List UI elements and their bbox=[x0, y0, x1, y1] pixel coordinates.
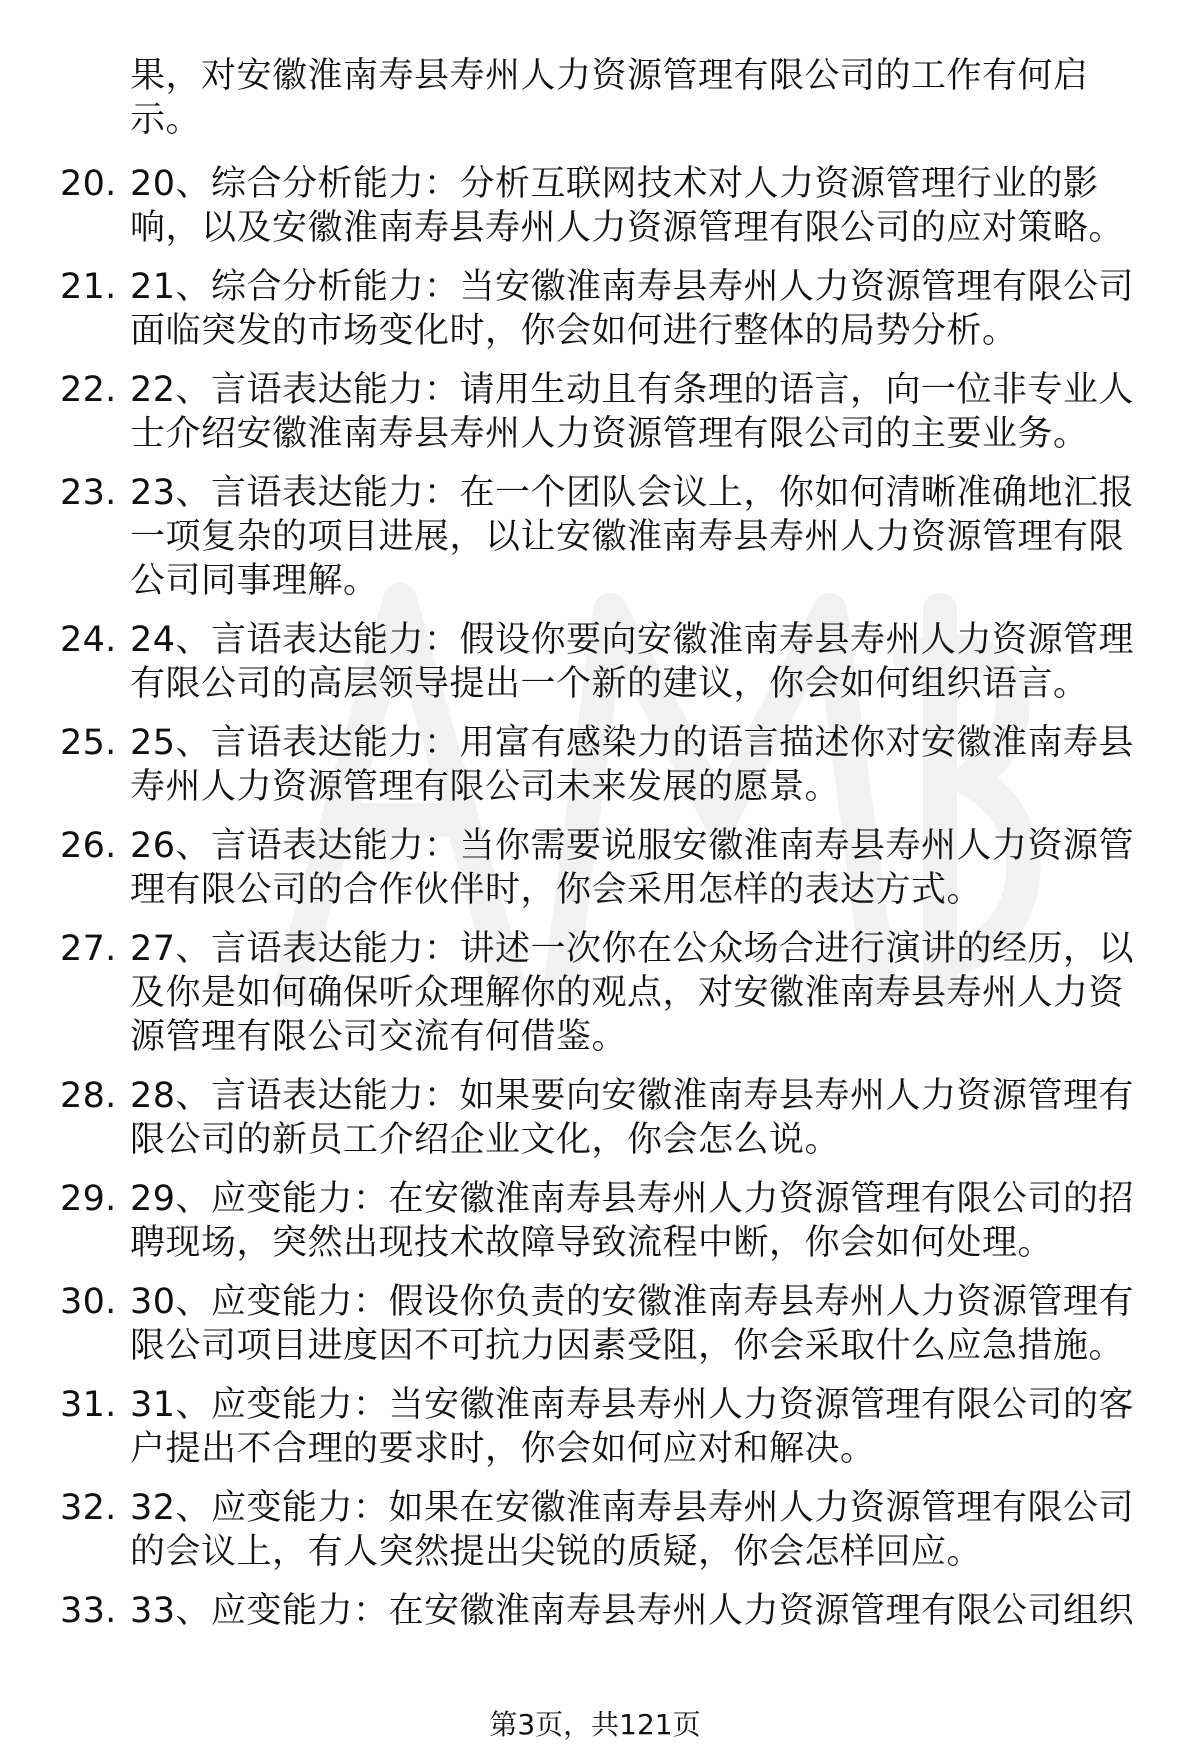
page-footer: 第3页，共121页 bbox=[489, 1708, 701, 1741]
question-number: 32. bbox=[60, 1488, 117, 1528]
list-item bbox=[0, 1383, 1190, 1486]
question-number: 28. bbox=[60, 1076, 117, 1116]
question-number: 21. bbox=[60, 267, 117, 307]
list-item bbox=[0, 927, 1190, 1074]
question-text: 23、言语表达能力：在一个团队会议上，你如何清晰准确地汇报一项复杂的项目进展，以让安徽淮南寿县寿州人力资源管理有限公司同事理解。 bbox=[130, 473, 1135, 601]
question-text: 26、言语表达能力：当你需要说服安徽淮南寿县寿州人力资源管理有限公司的合作伙伴时，你会采用怎样的表达方式。 bbox=[130, 826, 1135, 910]
question-text: 28、言语表达能力：如果要向安徽淮南寿县寿州人力资源管理有限公司的新员工介绍企业文化，你会怎么说。 bbox=[130, 1076, 1135, 1160]
question-text: 24、言语表达能力：假设你要向安徽淮南寿县寿州人力资源管理有限公司的高层领导提出一个新的建议，你会如何组织语言。 bbox=[130, 620, 1135, 704]
question-text: 21、综合分析能力：当安徽淮南寿县寿州人力资源管理有限公司面临突发的市场变化时，你会如何进行整体的局势分析。 bbox=[130, 267, 1135, 351]
question-number: 27. bbox=[60, 929, 117, 969]
question-number: 33. bbox=[60, 1591, 117, 1631]
question-text: 33、应变能力：在安徽淮南寿县寿州人力资源管理有限公司组织 bbox=[130, 1591, 1135, 1631]
question-number: 20. bbox=[60, 164, 117, 204]
question-number: 23. bbox=[60, 473, 117, 513]
list-item bbox=[0, 1589, 1190, 1692]
question-number: 30. bbox=[60, 1282, 117, 1322]
question-text: 27、言语表达能力：讲述一次你在公众场合进行演讲的经历，以及你是如何确保听众理解你的观点，对安徽淮南寿县寿州人力资源管理有限公司交流有何借鉴。 bbox=[130, 929, 1135, 1057]
continued-question-text: 果，对安徽淮南寿县寿州人力资源管理有限公司的工作有何启示。 bbox=[130, 56, 1089, 140]
list-item bbox=[0, 1177, 1190, 1280]
list-item bbox=[0, 1280, 1190, 1383]
list-item bbox=[0, 162, 1190, 265]
list-item bbox=[0, 471, 1190, 618]
question-number: 24. bbox=[60, 620, 117, 660]
question-number: 25. bbox=[60, 723, 117, 763]
question-list bbox=[0, 162, 1190, 1692]
list-item bbox=[0, 1486, 1190, 1589]
list-item bbox=[0, 265, 1190, 368]
question-number: 31. bbox=[60, 1385, 117, 1425]
question-text: 30、应变能力：假设你负责的安徽淮南寿县寿州人力资源管理有限公司项目进度因不可抗力因素受阻，你会采取什么应急措施。 bbox=[130, 1282, 1135, 1366]
question-number: 22. bbox=[60, 370, 117, 410]
list-item bbox=[0, 721, 1190, 824]
question-text: 22、言语表达能力：请用生动且有条理的语言，向一位非专业人士介绍安徽淮南寿县寿州人力资源管理有限公司的主要业务。 bbox=[130, 370, 1135, 454]
list-item bbox=[0, 1074, 1190, 1177]
list-item bbox=[0, 368, 1190, 471]
question-text: 20、综合分析能力：分析互联网技术对人力资源管理行业的影响，以及安徽淮南寿县寿州人力资源管理有限公司的应对策略。 bbox=[130, 164, 1125, 248]
question-text: 31、应变能力：当安徽淮南寿县寿州人力资源管理有限公司的客户提出不合理的要求时，你会如何应对和解决。 bbox=[130, 1385, 1135, 1469]
question-text: 25、言语表达能力：用富有感染力的语言描述你对安徽淮南寿县寿州人力资源管理有限公司未来发展的愿景。 bbox=[130, 723, 1135, 807]
list-item bbox=[0, 824, 1190, 927]
question-number: 29. bbox=[60, 1179, 117, 1219]
question-text: 32、应变能力：如果在安徽淮南寿县寿州人力资源管理有限公司的会议上，有人突然提出尖锐的质疑，你会怎样回应。 bbox=[130, 1488, 1135, 1572]
list-item bbox=[0, 618, 1190, 721]
question-number: 26. bbox=[60, 826, 117, 866]
question-text: 29、应变能力：在安徽淮南寿县寿州人力资源管理有限公司的招聘现场，突然出现技术故障导致流程中断，你会如何处理。 bbox=[130, 1179, 1135, 1263]
